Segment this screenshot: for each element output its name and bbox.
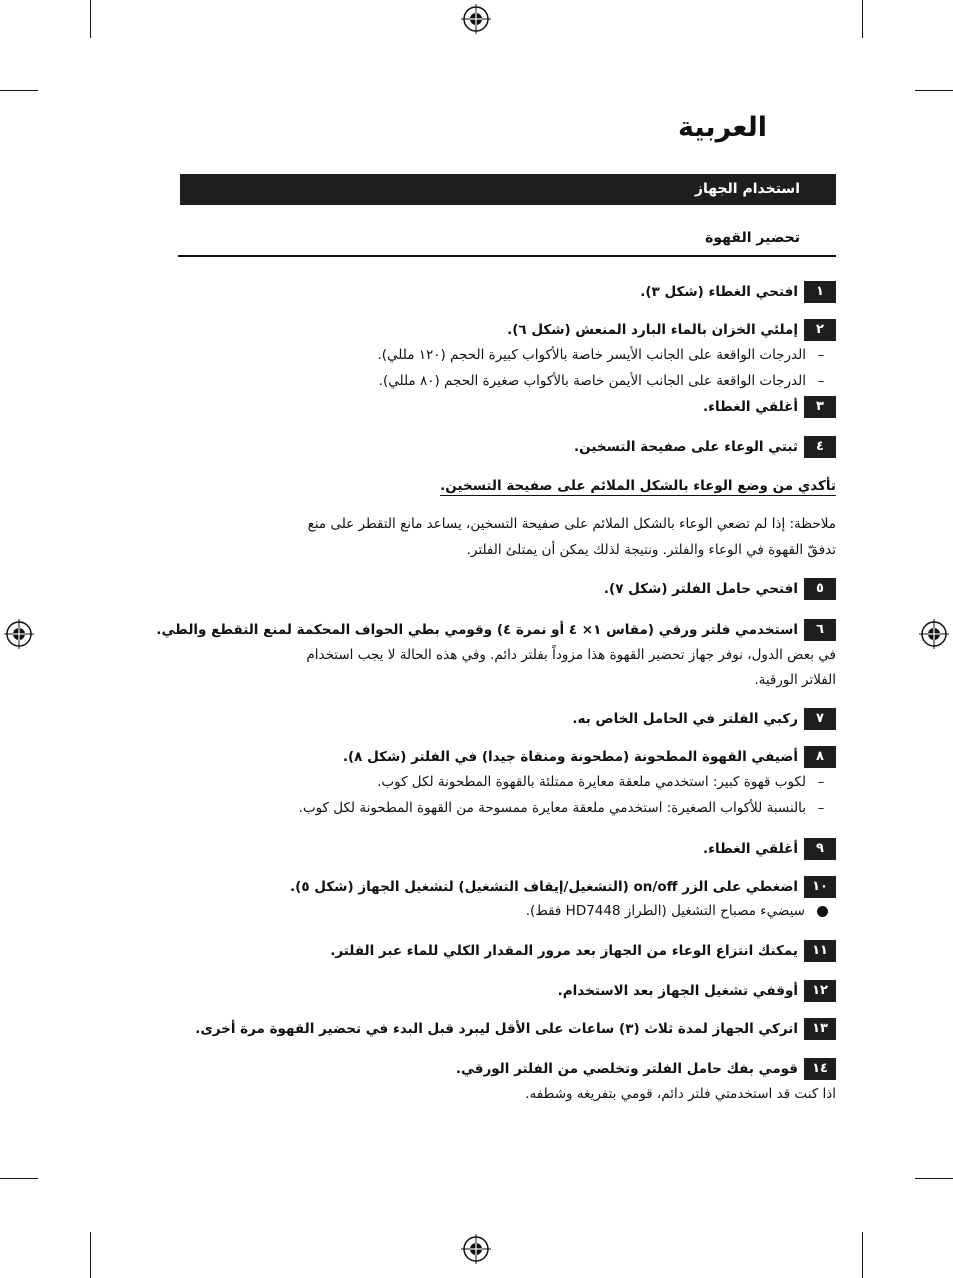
step-number: ١٤	[804, 1058, 836, 1080]
step-number: ٢	[804, 319, 836, 341]
step-number: ٧	[804, 708, 836, 730]
step-number: ١٠	[804, 876, 836, 898]
step-7	[572, 708, 836, 730]
step-detail: اذا كنت قد استخدمتي فلتر دائم، قومي بتفريغه وشطفه.	[525, 1086, 836, 1102]
step-number: ٥	[804, 578, 836, 600]
step-5	[604, 578, 836, 600]
crop-mark	[915, 1178, 953, 1179]
bullet-text: بالنسبة للأكواب الصغيرة: استخدمي ملعقة معايرة ممسوحة من القهوة المطحونة لكل كوب.	[298, 800, 806, 816]
step-text: استخدمي فلتر ورقي (مقاس ١× ٤ أو نمرة ٤) وقومي بطي الحواف المحكمة لمنع التقطع والطي.	[156, 622, 798, 638]
step-14	[456, 1058, 836, 1080]
section-heading: استخدام الجهاز	[180, 174, 836, 205]
step-number: ٩	[804, 838, 836, 860]
step-text: اتركي الجهاز لمدة ثلاث (٣) ساعات على الأقل ليبرد قبل البدء في تحضير القهوة مرة أخرى.	[195, 1021, 798, 1037]
light-indicator-icon	[817, 906, 828, 917]
step-number: ١٢	[804, 980, 836, 1002]
step-number: ٨	[804, 746, 836, 768]
step-10	[290, 876, 836, 898]
crop-mark	[915, 90, 953, 91]
subsection-heading: تحضير القهوة	[705, 230, 800, 246]
step-text: أغلقي الغطاء.	[702, 399, 798, 415]
step-text: أوقفي تشغيل الجهاز بعد الاستخدام.	[557, 983, 798, 999]
step-8	[343, 746, 836, 768]
step-number: ٦	[804, 619, 836, 641]
step-text: يمكنك انتزاع الوعاء من الجهاز بعد مرور المقدار الكلي للماء عبر الفلتر.	[330, 943, 798, 959]
step-number: ٣	[804, 396, 836, 418]
step-3	[703, 396, 836, 418]
crop-mark	[0, 1178, 38, 1179]
step-number: ١	[804, 281, 836, 303]
step-number: ١٣	[804, 1018, 836, 1040]
step-number: ١١	[804, 940, 836, 962]
step-text: إملئي الخزان بالماء البارد المنعش (شكل ٦).	[507, 322, 798, 338]
step-detail: في بعض الدول، نوفر جهاز تحضير القهوة هذا مزوداً بفلتر دائم. وفي هذه الحالة لا يجب استخدام	[306, 647, 836, 663]
registration-mark-icon	[919, 619, 949, 649]
divider	[178, 255, 836, 257]
step-2	[507, 319, 836, 341]
step-6	[156, 619, 836, 641]
step-number: ٤	[804, 436, 836, 458]
step-text: ثبتي الوعاء على صفيحة التسخين.	[574, 439, 798, 455]
warning-text: تأكدي من وضع الوعاء بالشكل الملائم على صفيحة التسخين.	[440, 478, 836, 494]
step-text: أغلقي الغطاء.	[702, 841, 798, 857]
crop-mark	[90, 0, 91, 38]
crop-mark	[0, 90, 38, 91]
registration-mark-icon	[461, 1234, 491, 1264]
bullet-text: الدرجات الواقعة على الجانب الأيسر خاصة بالأكواب كبيرة الحجم (١٢٠ مللي).	[377, 347, 806, 363]
indicator-line	[526, 903, 836, 919]
registration-mark-icon	[4, 619, 34, 649]
step-text: اضغطي على الزر on/off (التشغيل/إيقاف التشغيل) لتشغيل الجهاز (شكل ٥).	[290, 879, 798, 895]
step-text: أضيفي القهوة المطحونة (مطحونة ومنقاة جيدا) في الفلتر (شكل ٨).	[342, 749, 798, 765]
note-text: ملاحظة: إذا لم تضعي الوعاء بالشكل الملائم على صفيحة التسخين، يساعد مانع التقطر على منع	[307, 516, 836, 532]
bullet-item: – بالنسبة للأكواب الصغيرة: استخدمي ملعقة معايرة ممسوحة من القهوة المطحونة لكل كوب.	[298, 800, 825, 816]
registration-mark-icon	[461, 4, 491, 34]
step-text: قومي بفك حامل الفلتر وتخلصي من الفلتر الورقي.	[455, 1061, 798, 1077]
step-detail: الفلاتر الورقية.	[754, 672, 836, 688]
step-12	[558, 980, 836, 1002]
bullet-item: – لكوب قهوة كبير: استخدمي ملعقة معايرة ممتلئة بالقهوة المطحونة لكل كوب.	[377, 774, 825, 790]
indicator-text: سيضيء مصباح التشغيل (الطراز HD7448 فقط).	[525, 903, 805, 919]
step-4	[574, 436, 836, 458]
crop-mark	[862, 1232, 863, 1278]
step-1	[640, 281, 836, 303]
step-text: افتحي الغطاء (شكل ٣).	[640, 284, 798, 300]
bullet-item: – الدرجات الواقعة على الجانب الأيمن خاصة بالأكواب صغيرة الحجم (٨٠ مللي).	[378, 373, 825, 389]
step-9	[703, 838, 836, 860]
crop-mark	[862, 0, 863, 38]
bullet-text: الدرجات الواقعة على الجانب الأيمن خاصة بالأكواب صغيرة الحجم (٨٠ مللي).	[378, 373, 806, 389]
crop-mark	[90, 1232, 91, 1278]
step-11	[330, 940, 836, 962]
page-title: العربية	[678, 112, 767, 143]
bullet-item: – الدرجات الواقعة على الجانب الأيسر خاصة بالأكواب كبيرة الحجم (١٢٠ مللي).	[377, 347, 825, 363]
step-text: ركبي الفلتر في الحامل الخاص به.	[572, 711, 798, 727]
step-13	[195, 1018, 836, 1040]
step-text: افتحي حامل الفلتر (شكل ٧).	[603, 581, 798, 597]
bullet-text: لكوب قهوة كبير: استخدمي ملعقة معايرة ممتلئة بالقهوة المطحونة لكل كوب.	[377, 774, 806, 790]
note-text: تدفقّ القهوة في الوعاء والفلتر. ونتيجة لذلك يمكن أن يمتلئ الفلتر.	[466, 542, 836, 558]
